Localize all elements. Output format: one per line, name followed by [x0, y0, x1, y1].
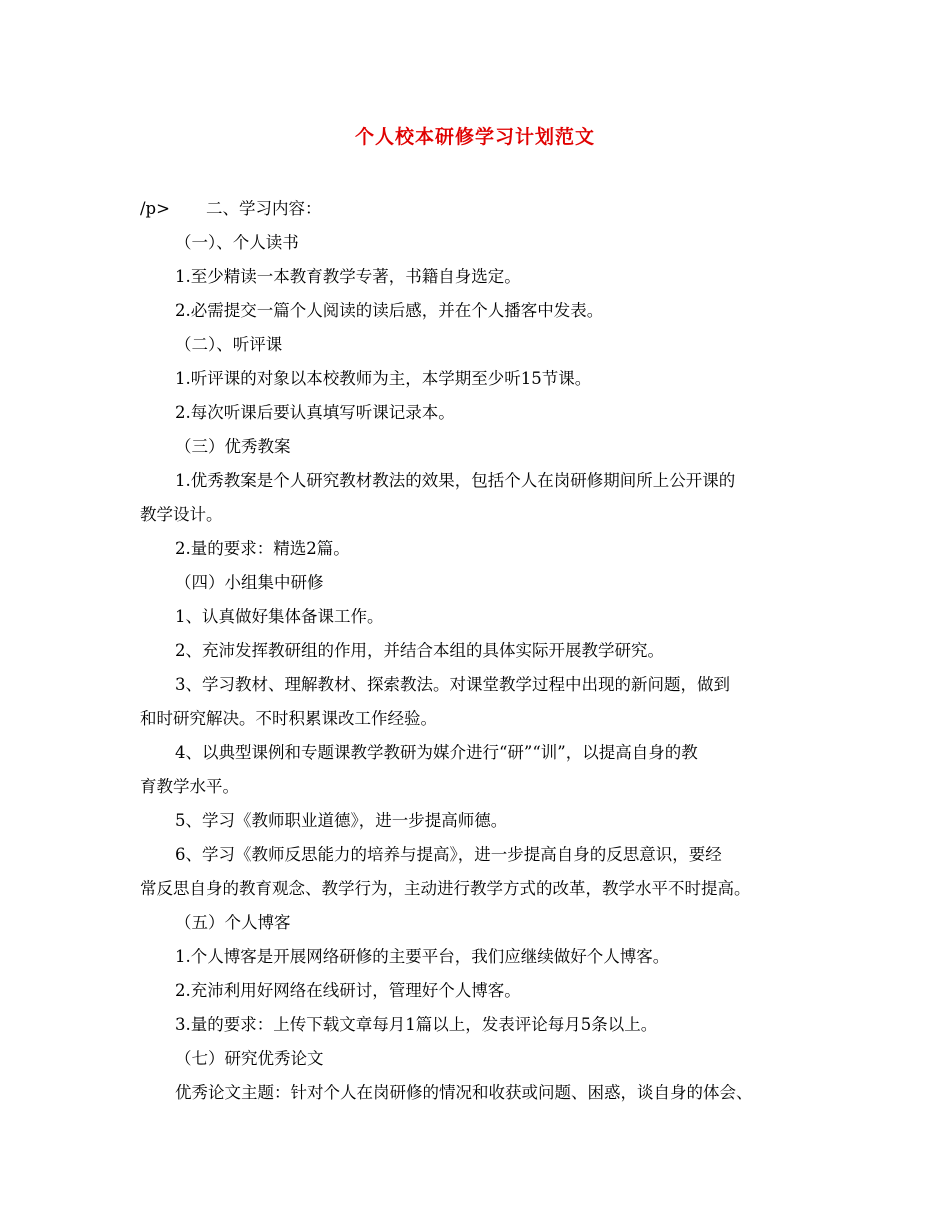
section-heading: 二、学习内容： [206, 199, 322, 218]
stray-tag-text: /p> [140, 199, 170, 218]
paragraph-line: 育教学水平。 [140, 777, 239, 796]
paragraph-line: 3.量的要求：上传下载文章每月1篇以上，发表评论每月5条以上。 [175, 1015, 658, 1034]
paragraph-line: 2.充沛利用好网络在线研讨，管理好个人博客。 [175, 981, 521, 1000]
paragraph-line: 常反思自身的教育观念、教学行为，主动进行教学方式的改革，教学水平不时提高。 [140, 879, 751, 898]
paragraph-line: 2、充沛发挥教研组的作用，并结合本组的具体实际开展教学研究。 [175, 641, 664, 660]
section-heading: （七）研究优秀论文 [175, 1049, 324, 1068]
paragraph-line: 教学设计。 [140, 505, 223, 524]
paragraph-line: 1.优秀教案是个人研究教材教法的效果，包括个人在岗研修期间所上公开课的 [175, 471, 736, 490]
paragraph-line: 5、学习《教师职业道德》，进一步提高师德。 [175, 811, 508, 830]
paragraph-line: 4、以典型课例和专题课教学教研为媒介进行“研”“训”，以提高自身的教 [175, 743, 698, 762]
section-heading: （一）、个人读书 [175, 233, 299, 252]
paragraph-line: 6、学习《教师反思能力的培养与提高》，进一步提高自身的反思意识，要经 [175, 845, 722, 864]
paragraph-line: 和时研究解决。不时积累课改工作经验。 [140, 709, 437, 728]
paragraph-line: 1.个人博客是开展网络研修的主要平台，我们应继续做好个人博客。 [175, 947, 670, 966]
paragraph-line: 1.至少精读一本教育教学专著，书籍自身选定。 [175, 267, 521, 286]
paragraph-line: 1.听评课的对象以本校教师为主，本学期至少听15节课。 [175, 369, 592, 388]
paragraph-line: 优秀论文主题：针对个人在岗研修的情况和收获或问题、困惑，谈自身的体会、 [175, 1083, 753, 1102]
section-heading: （三）优秀教案 [175, 437, 291, 456]
paragraph-line: 2.量的要求：精选2篇。 [175, 539, 350, 558]
document-title: 个人校本研修学习计划范文 [354, 126, 595, 148]
section-heading: （四）小组集中研修 [175, 573, 324, 592]
section-heading: （二）、听评课 [175, 335, 283, 354]
paragraph-line: 1、认真做好集体备课工作。 [175, 607, 384, 626]
paragraph-line: 2.每次听课后要认真填写听课记录本。 [175, 403, 455, 422]
section-heading: （五）个人博客 [175, 913, 291, 932]
paragraph-line: 2.必需提交一篇个人阅读的读后感，并在个人播客中发表。 [175, 301, 604, 320]
document-body [140, 192, 820, 1110]
paragraph-line: 3、学习教材、理解教材、探索教法。对课堂教学过程中出现的新问题，做到 [175, 675, 730, 694]
paragraph-line [140, 192, 820, 226]
